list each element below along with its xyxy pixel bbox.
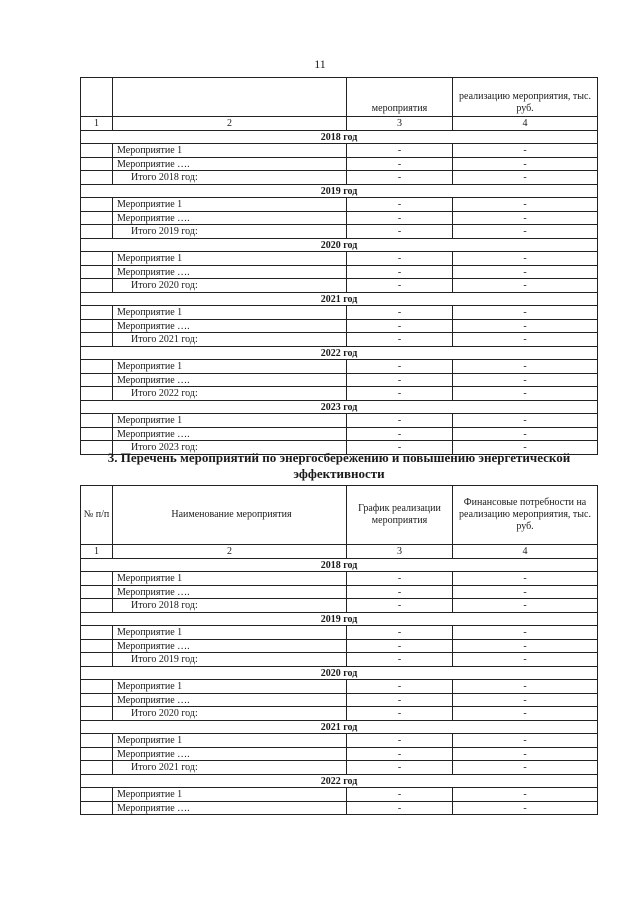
header-finance-cell: Финансовые потребности на реализацию мероприятия, тыс. руб. xyxy=(452,485,598,545)
column-number-row xyxy=(80,117,598,131)
finance-value: - xyxy=(452,225,598,239)
row-number-cell xyxy=(80,266,112,280)
table-row xyxy=(80,306,598,320)
schedule-value: - xyxy=(346,640,452,654)
finance-value: - xyxy=(452,734,598,748)
total-label: Итого 2023 год: xyxy=(112,441,346,455)
table-row xyxy=(80,212,598,226)
column-number: 4 xyxy=(452,117,598,131)
total-row xyxy=(80,171,598,185)
events-table-continued xyxy=(80,77,598,455)
page-number: 11 xyxy=(314,57,326,71)
year-heading: 2022 год xyxy=(80,347,598,361)
schedule-value: - xyxy=(346,306,452,320)
row-number-cell xyxy=(80,225,112,239)
schedule-value: - xyxy=(346,761,452,775)
schedule-value: - xyxy=(346,802,452,816)
schedule-value: - xyxy=(346,586,452,600)
total-label: Итого 2018 год: xyxy=(112,599,346,613)
year-row xyxy=(80,239,598,253)
finance-value: - xyxy=(452,572,598,586)
row-number-cell xyxy=(80,599,112,613)
schedule-value: - xyxy=(346,599,452,613)
row-number-cell xyxy=(80,734,112,748)
schedule-value: - xyxy=(346,734,452,748)
total-row xyxy=(80,387,598,401)
schedule-value: - xyxy=(346,414,452,428)
finance-value: - xyxy=(452,198,598,212)
header-schedule-cell: мероприятия xyxy=(346,77,452,117)
event-name: Мероприятие 1 xyxy=(112,198,346,212)
finance-value: - xyxy=(452,360,598,374)
row-number-cell xyxy=(80,653,112,667)
table-row xyxy=(80,266,598,280)
row-number-cell xyxy=(80,572,112,586)
year-row xyxy=(80,185,598,199)
finance-value: - xyxy=(452,279,598,293)
total-row xyxy=(80,599,598,613)
table-row xyxy=(80,788,598,802)
finance-value: - xyxy=(452,653,598,667)
year-heading: 2021 год xyxy=(80,293,598,307)
year-row xyxy=(80,559,598,573)
finance-value: - xyxy=(452,748,598,762)
total-row xyxy=(80,707,598,721)
year-row xyxy=(80,293,598,307)
schedule-value: - xyxy=(346,626,452,640)
finance-value: - xyxy=(452,374,598,388)
total-row xyxy=(80,333,598,347)
row-number-cell xyxy=(80,640,112,654)
table-row xyxy=(80,374,598,388)
year-row xyxy=(80,721,598,735)
schedule-value: - xyxy=(346,387,452,401)
row-number-cell xyxy=(80,802,112,816)
table-body xyxy=(80,131,598,455)
table-row xyxy=(80,626,598,640)
row-number-cell xyxy=(80,360,112,374)
schedule-value: - xyxy=(346,680,452,694)
table-row xyxy=(80,694,598,708)
year-heading: 2022 год xyxy=(80,775,598,789)
year-heading: 2021 год xyxy=(80,721,598,735)
table-row xyxy=(80,198,598,212)
column-number: 1 xyxy=(80,117,112,131)
table-header-row xyxy=(80,485,598,545)
finance-value: - xyxy=(452,694,598,708)
column-number: 2 xyxy=(112,117,346,131)
finance-value: - xyxy=(452,680,598,694)
total-label: Итого 2018 год: xyxy=(112,171,346,185)
row-number-cell xyxy=(80,707,112,721)
row-number-cell xyxy=(80,374,112,388)
schedule-value: - xyxy=(346,694,452,708)
row-number-cell xyxy=(80,748,112,762)
total-label: Итого 2022 год: xyxy=(112,387,346,401)
row-number-cell xyxy=(80,414,112,428)
event-name: Мероприятие 1 xyxy=(112,626,346,640)
event-name: Мероприятие …. xyxy=(112,428,346,442)
row-number-cell xyxy=(80,198,112,212)
finance-value: - xyxy=(452,707,598,721)
finance-value: - xyxy=(452,320,598,334)
finance-value: - xyxy=(452,788,598,802)
table-row xyxy=(80,144,598,158)
row-number-cell xyxy=(80,158,112,172)
row-number-cell xyxy=(80,586,112,600)
table-row xyxy=(80,640,598,654)
header-number-cell xyxy=(80,77,112,117)
year-row xyxy=(80,613,598,627)
energy-saving-events-table xyxy=(80,485,598,815)
year-heading: 2020 год xyxy=(80,667,598,681)
event-name: Мероприятие 1 xyxy=(112,788,346,802)
table-body xyxy=(80,559,598,816)
row-number-cell xyxy=(80,428,112,442)
column-number: 4 xyxy=(452,545,598,559)
table-row xyxy=(80,252,598,266)
column-number: 2 xyxy=(112,545,346,559)
event-name: Мероприятие 1 xyxy=(112,144,346,158)
finance-value: - xyxy=(452,599,598,613)
event-name: Мероприятие …. xyxy=(112,748,346,762)
schedule-value: - xyxy=(346,198,452,212)
row-number-cell xyxy=(80,306,112,320)
schedule-value: - xyxy=(346,252,452,266)
table-row xyxy=(80,748,598,762)
schedule-value: - xyxy=(346,144,452,158)
finance-value: - xyxy=(452,252,598,266)
year-heading: 2023 год xyxy=(80,401,598,415)
event-name: Мероприятие 1 xyxy=(112,734,346,748)
total-label: Итого 2021 год: xyxy=(112,333,346,347)
finance-value: - xyxy=(452,428,598,442)
table-row xyxy=(80,680,598,694)
schedule-value: - xyxy=(346,441,452,455)
finance-value: - xyxy=(452,144,598,158)
event-name: Мероприятие …. xyxy=(112,266,346,280)
row-number-cell xyxy=(80,279,112,293)
schedule-value: - xyxy=(346,225,452,239)
schedule-value: - xyxy=(346,266,452,280)
year-row xyxy=(80,401,598,415)
total-label: Итого 2020 год: xyxy=(112,707,346,721)
finance-value: - xyxy=(452,441,598,455)
finance-value: - xyxy=(452,802,598,816)
year-heading: 2019 год xyxy=(80,613,598,627)
total-row xyxy=(80,279,598,293)
finance-value: - xyxy=(452,626,598,640)
year-heading: 2018 год xyxy=(80,559,598,573)
total-row xyxy=(80,761,598,775)
header-finance-cell: реализацию мероприятия, тыс. руб. xyxy=(452,77,598,117)
event-name: Мероприятие 1 xyxy=(112,252,346,266)
header-name-cell xyxy=(112,77,346,117)
event-name: Мероприятие 1 xyxy=(112,306,346,320)
finance-value: - xyxy=(452,212,598,226)
finance-value: - xyxy=(452,387,598,401)
year-row xyxy=(80,131,598,145)
event-name: Мероприятие …. xyxy=(112,694,346,708)
schedule-value: - xyxy=(346,320,452,334)
year-row xyxy=(80,775,598,789)
total-label: Итого 2019 год: xyxy=(112,225,346,239)
finance-value: - xyxy=(452,333,598,347)
table-row xyxy=(80,734,598,748)
total-row xyxy=(80,225,598,239)
year-row xyxy=(80,347,598,361)
row-number-cell xyxy=(80,626,112,640)
row-number-cell xyxy=(80,761,112,775)
table-row xyxy=(80,428,598,442)
row-number-cell xyxy=(80,212,112,226)
event-name: Мероприятие …. xyxy=(112,158,346,172)
table-row xyxy=(80,158,598,172)
year-heading: 2019 год xyxy=(80,185,598,199)
schedule-value: - xyxy=(346,212,452,226)
table-row xyxy=(80,360,598,374)
event-name: Мероприятие 1 xyxy=(112,680,346,694)
row-number-cell xyxy=(80,144,112,158)
column-number: 3 xyxy=(346,545,452,559)
event-name: Мероприятие …. xyxy=(112,640,346,654)
total-label: Итого 2020 год: xyxy=(112,279,346,293)
row-number-cell xyxy=(80,680,112,694)
finance-value: - xyxy=(452,586,598,600)
schedule-value: - xyxy=(346,572,452,586)
row-number-cell xyxy=(80,387,112,401)
finance-value: - xyxy=(452,266,598,280)
schedule-value: - xyxy=(346,748,452,762)
table-row xyxy=(80,572,598,586)
finance-value: - xyxy=(452,761,598,775)
section-heading: 3. Перечень мероприятий по энергосбережению и повышению энергетической эффективности xyxy=(107,450,571,481)
total-row xyxy=(80,653,598,667)
total-label: Итого 2019 год: xyxy=(112,653,346,667)
total-label: Итого 2021 год: xyxy=(112,761,346,775)
event-name: Мероприятие …. xyxy=(112,802,346,816)
row-number-cell xyxy=(80,694,112,708)
event-name: Мероприятие 1 xyxy=(112,572,346,586)
row-number-cell xyxy=(80,320,112,334)
year-heading: 2018 год xyxy=(80,131,598,145)
row-number-cell xyxy=(80,788,112,802)
table-header-row xyxy=(80,77,598,117)
column-number-row xyxy=(80,545,598,559)
event-name: Мероприятие …. xyxy=(112,212,346,226)
row-number-cell xyxy=(80,333,112,347)
year-row xyxy=(80,667,598,681)
event-name: Мероприятие 1 xyxy=(112,414,346,428)
column-number: 1 xyxy=(80,545,112,559)
event-name: Мероприятие …. xyxy=(112,374,346,388)
header-name-cell: Наименование мероприятия xyxy=(112,485,346,545)
table-row xyxy=(80,414,598,428)
finance-value: - xyxy=(452,158,598,172)
finance-value: - xyxy=(452,414,598,428)
schedule-value: - xyxy=(346,428,452,442)
finance-value: - xyxy=(452,640,598,654)
year-heading: 2020 год xyxy=(80,239,598,253)
event-name: Мероприятие …. xyxy=(112,586,346,600)
event-name: Мероприятие …. xyxy=(112,320,346,334)
header-schedule-cell: График реализации мероприятия xyxy=(346,485,452,545)
finance-value: - xyxy=(452,171,598,185)
table-row xyxy=(80,320,598,334)
schedule-value: - xyxy=(346,279,452,293)
schedule-value: - xyxy=(346,171,452,185)
header-number-cell: № п/п xyxy=(80,485,112,545)
event-name: Мероприятие 1 xyxy=(112,360,346,374)
row-number-cell xyxy=(80,171,112,185)
table-row xyxy=(80,802,598,816)
schedule-value: - xyxy=(346,360,452,374)
schedule-value: - xyxy=(346,158,452,172)
table-row xyxy=(80,586,598,600)
schedule-value: - xyxy=(346,788,452,802)
finance-value: - xyxy=(452,306,598,320)
schedule-value: - xyxy=(346,707,452,721)
schedule-value: - xyxy=(346,374,452,388)
row-number-cell xyxy=(80,252,112,266)
column-number: 3 xyxy=(346,117,452,131)
schedule-value: - xyxy=(346,653,452,667)
schedule-value: - xyxy=(346,333,452,347)
